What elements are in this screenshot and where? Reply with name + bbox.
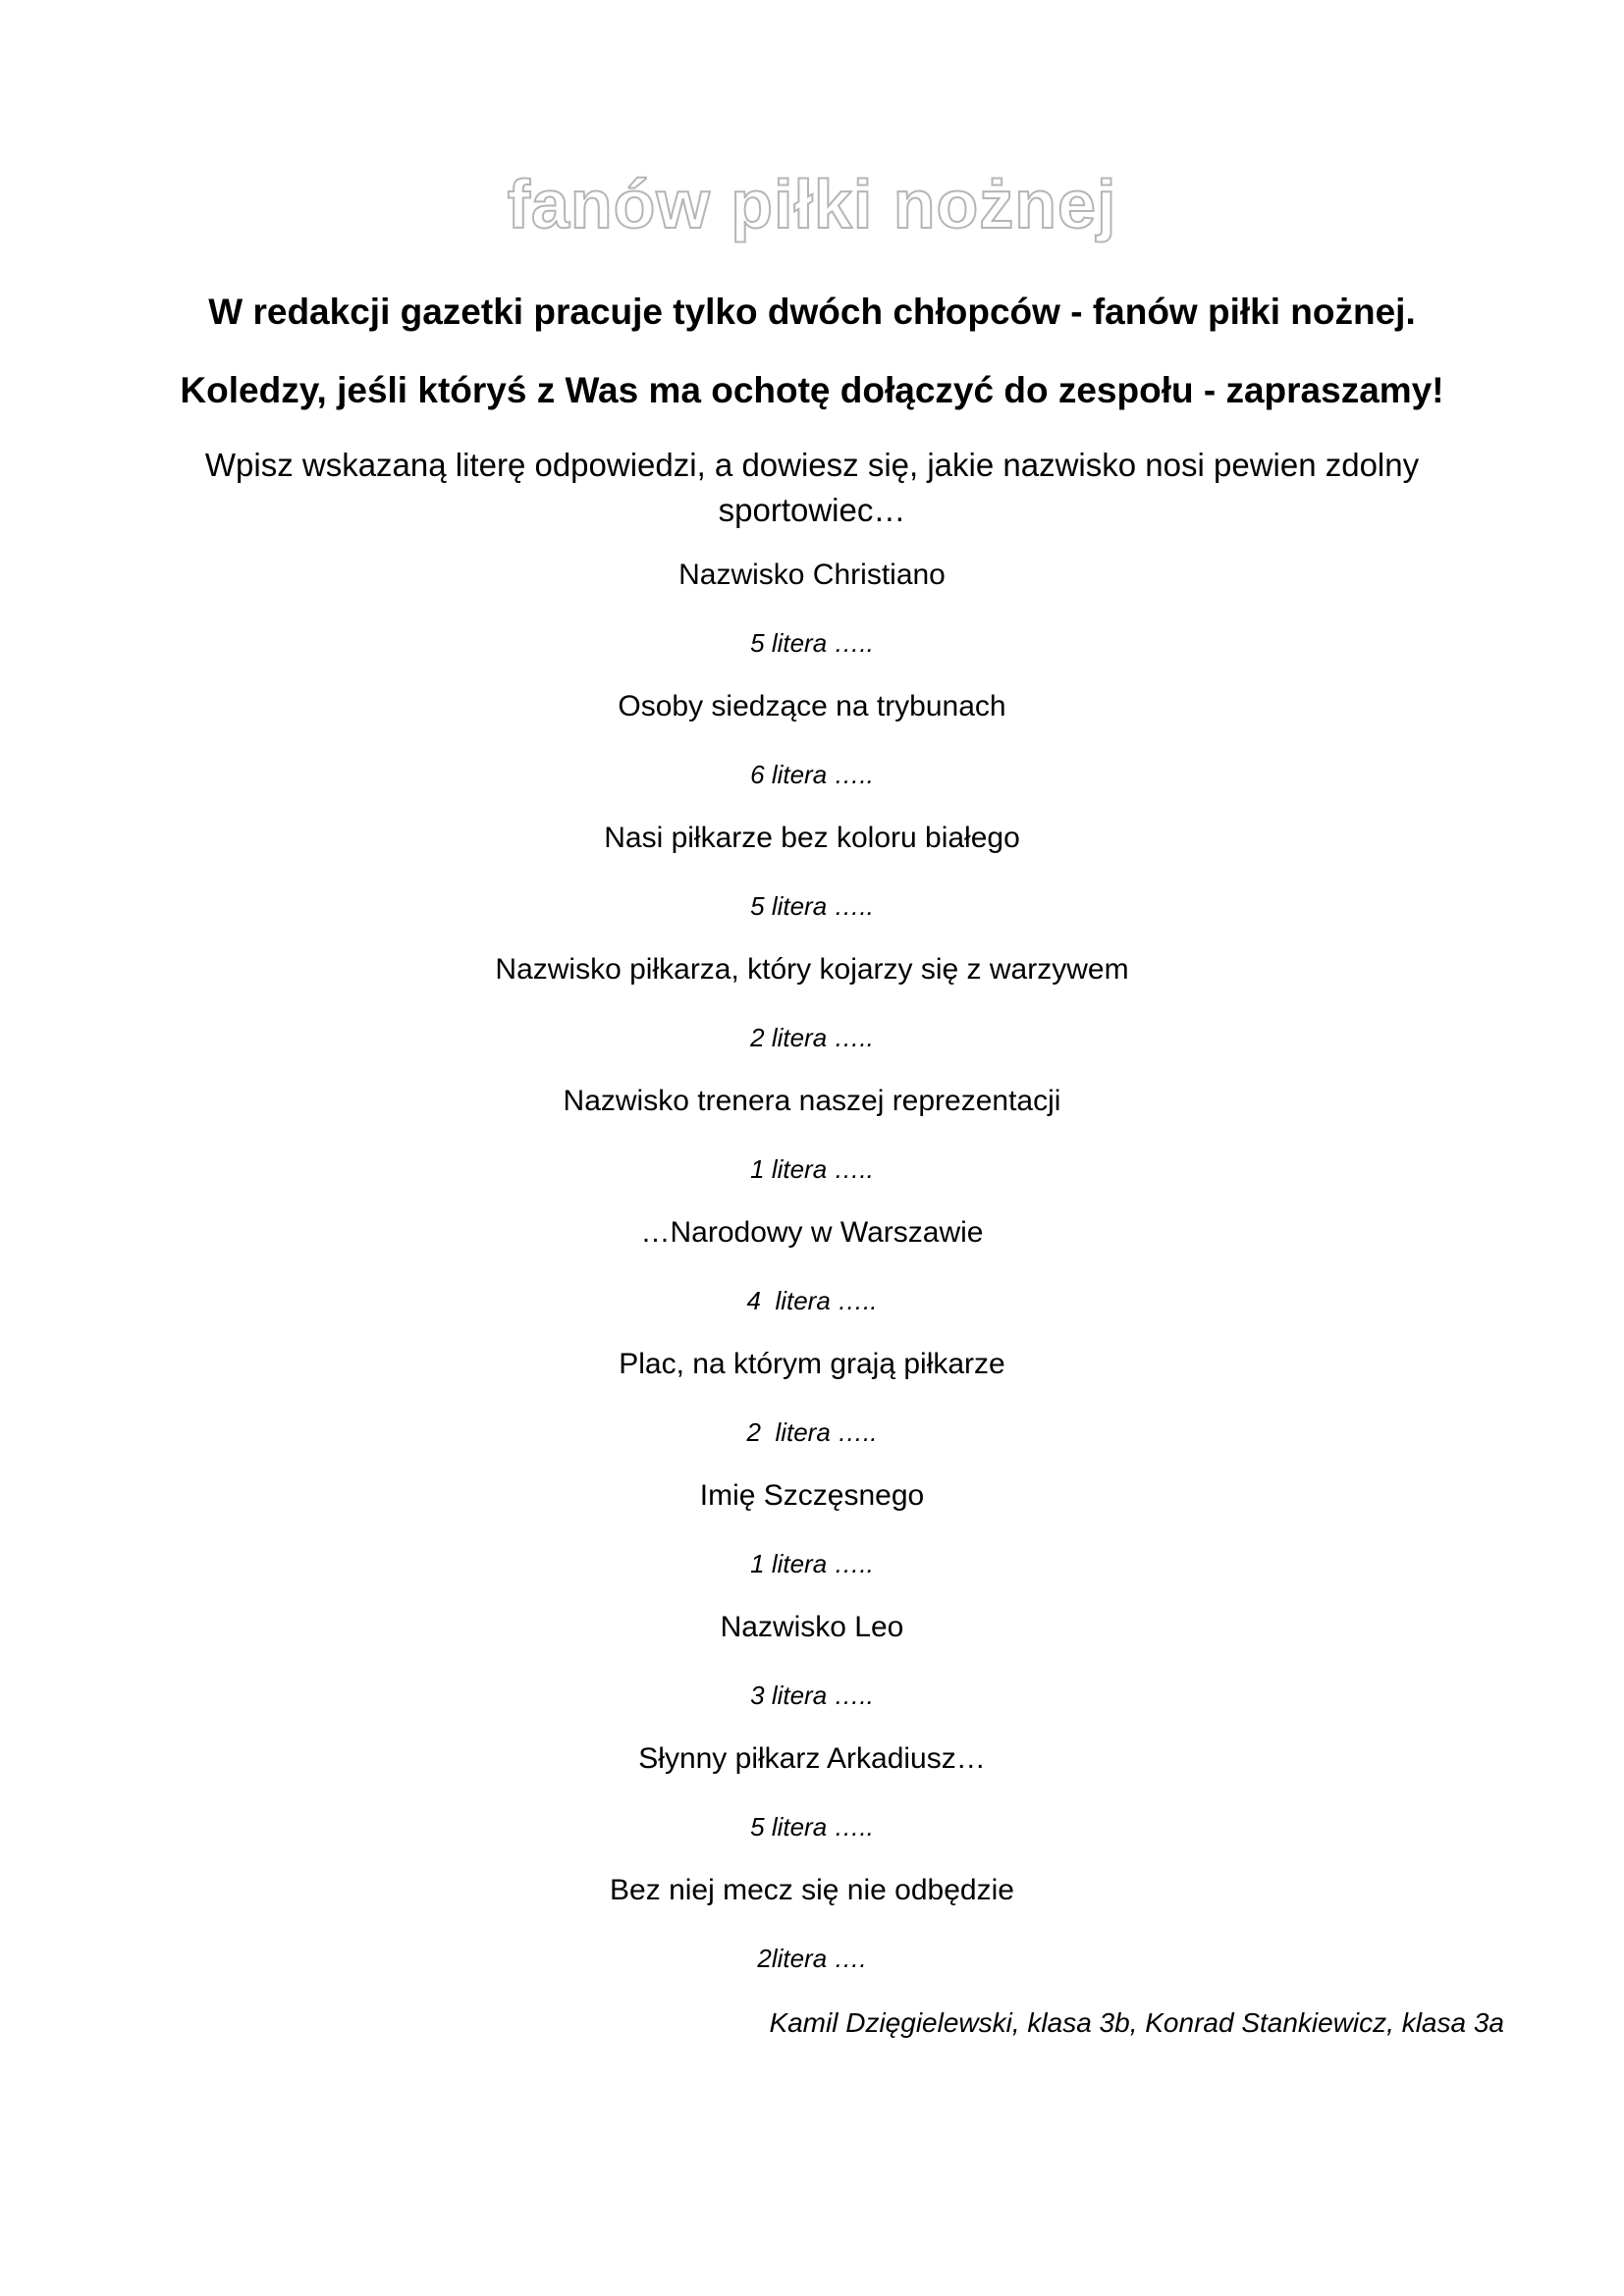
- riddle-item: [0, 950, 1624, 1082]
- riddle-letter-hint: 2 litera …..: [750, 1023, 874, 1052]
- riddle-clue: Słynny piłkarz Arkadiusz…: [638, 1742, 986, 1775]
- riddle-clue: Nazwisko Christiano: [678, 559, 946, 591]
- headline-invitation: Koledzy, jeśli któryś z Was ma ochotę dołączyć do zespołu - zapraszamy!: [180, 370, 1444, 410]
- riddle-letter-hint: 1 litera …..: [750, 1549, 874, 1578]
- riddle-letter-hint: 5 litera …..: [750, 891, 874, 921]
- riddle-item: [0, 819, 1624, 950]
- riddle-clue: Nazwisko piłkarza, który kojarzy się z warzywem: [495, 953, 1129, 986]
- riddle-letter-hint: 5 litera …..: [750, 1812, 874, 1842]
- riddle-clue: Bez niej mecz się nie odbędzie: [610, 1874, 1014, 1906]
- riddle-item: [0, 1476, 1624, 1608]
- riddle-item: [0, 1213, 1624, 1345]
- riddle-letter-hint: 6 litera …..: [750, 760, 874, 789]
- riddle-item: [0, 687, 1624, 819]
- riddle-clue: Nazwisko trenera naszej reprezentacji: [563, 1085, 1061, 1117]
- riddle-letter-hint: 2litera ….: [757, 1944, 867, 1973]
- riddle-item: [0, 1608, 1624, 1739]
- riddle-clue: …Narodowy w Warszawie: [640, 1216, 984, 1249]
- article-authors: Kamil Dzięgielewski, klasa 3b, Konrad Stankiewicz, klasa 3a: [769, 2007, 1504, 2038]
- riddle-letter-hint: 1 litera …..: [750, 1154, 874, 1184]
- riddle-item: [0, 556, 1624, 687]
- riddle-item: [0, 1082, 1624, 1213]
- riddle-letter-hint: 4 litera …..: [746, 1286, 878, 1315]
- riddle-letter-hint: 2 litera …..: [746, 1417, 878, 1447]
- riddle-letter-hint: 5 litera …..: [750, 628, 874, 658]
- riddle-clue: Imię Szczęsnego: [699, 1479, 925, 1512]
- riddle-item: [0, 1739, 1624, 1871]
- riddle-list: [0, 556, 1624, 2002]
- riddle-clue: Plac, na którym grają piłkarze: [619, 1348, 1005, 1380]
- riddle-clue: Nazwisko Leo: [720, 1611, 904, 1643]
- outline-title: fanów piłki nożnej: [507, 166, 1117, 242]
- riddle-item: [0, 1871, 1624, 2002]
- riddle-clue: Nasi piłkarze bez koloru białego: [604, 822, 1020, 854]
- puzzle-instructions: Wpisz wskazaną literę odpowiedzi, a dowiesz się, jakie nazwisko nosi pewien zdolny sportowiec…: [204, 447, 1420, 528]
- riddle-item: [0, 1345, 1624, 1476]
- riddle-clue: Osoby siedzące na trybunach: [618, 690, 1006, 722]
- headline-editorial-team: W redakcji gazetki pracuje tylko dwóch chłopców - fanów piłki nożnej.: [208, 292, 1416, 332]
- riddle-letter-hint: 3 litera …..: [750, 1681, 874, 1710]
